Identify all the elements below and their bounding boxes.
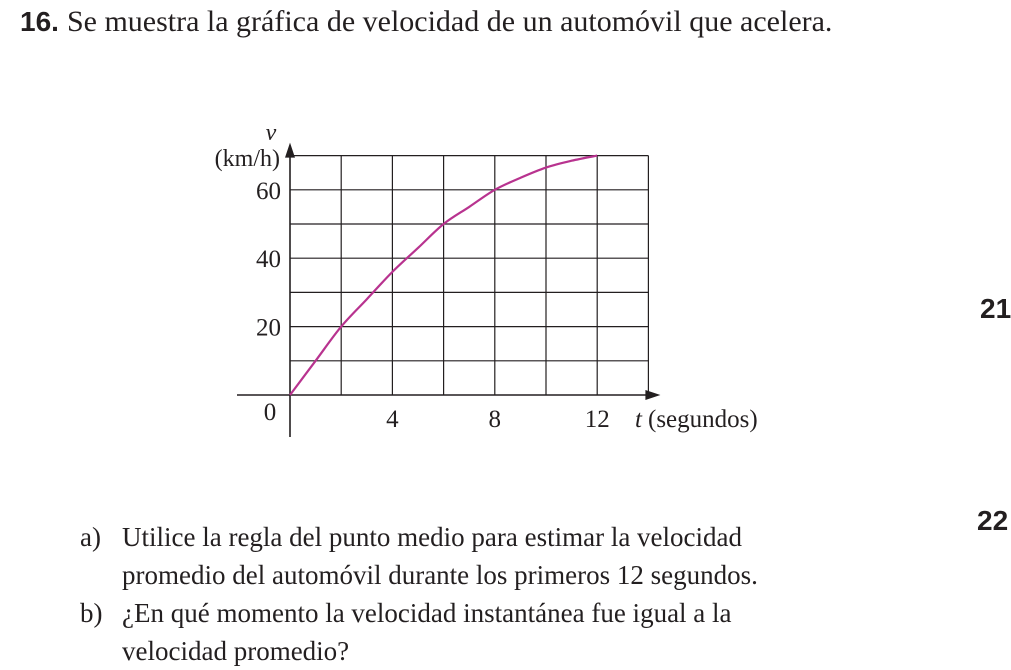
data-point xyxy=(417,246,420,249)
data-point xyxy=(391,270,394,273)
question-text-line: Utilice la regla del punto medio para estimar la velocidad xyxy=(122,522,743,552)
side-number-21: 21 xyxy=(980,293,1011,324)
x-axis-symbol: t xyxy=(635,406,642,433)
data-point xyxy=(340,325,343,328)
question-a xyxy=(80,518,758,594)
data-point xyxy=(468,205,471,208)
data-point xyxy=(519,176,522,179)
question-list xyxy=(80,518,758,670)
problem-number: 16. xyxy=(20,6,59,37)
question-text-line: velocidad promedio? xyxy=(122,636,350,666)
y-tick-label: 20 xyxy=(256,314,281,342)
question-text-line: ¿En qué momento la velocidad instantánea fue igual a la xyxy=(122,598,732,628)
side-number-22: 22 xyxy=(977,505,1009,536)
x-tick-label: 8 xyxy=(488,406,502,433)
data-point xyxy=(289,394,292,397)
y-axis-unit: (km/h) xyxy=(214,146,280,172)
data-point xyxy=(314,359,317,362)
data-point xyxy=(570,159,573,162)
y-axis-arrow xyxy=(285,143,295,158)
x-axis-arrow xyxy=(645,390,660,400)
question-marker: a) xyxy=(80,522,101,552)
y-tick-label: 60 xyxy=(256,177,281,205)
data-point xyxy=(442,223,445,226)
question-text-line: promedio del automóvil durante los primeros 12 segundos. xyxy=(122,560,758,590)
question-b xyxy=(80,594,758,670)
y-axis-symbol: v xyxy=(265,120,277,146)
data-point xyxy=(545,166,548,169)
origin-label: 0 xyxy=(263,399,277,426)
grid xyxy=(290,156,648,395)
question-marker: b) xyxy=(80,598,103,628)
data-point xyxy=(596,154,599,157)
y-tick-label: 40 xyxy=(256,246,281,274)
data-point xyxy=(365,298,368,301)
x-tick-label: 12 xyxy=(584,406,610,433)
problem-text: Se muestra la gráfica de velocidad de un automóvil que acelera. xyxy=(66,5,833,38)
x-axis-unit: (segundos) xyxy=(648,406,758,433)
data-point xyxy=(493,188,496,191)
x-tick-label: 4 xyxy=(386,406,399,433)
